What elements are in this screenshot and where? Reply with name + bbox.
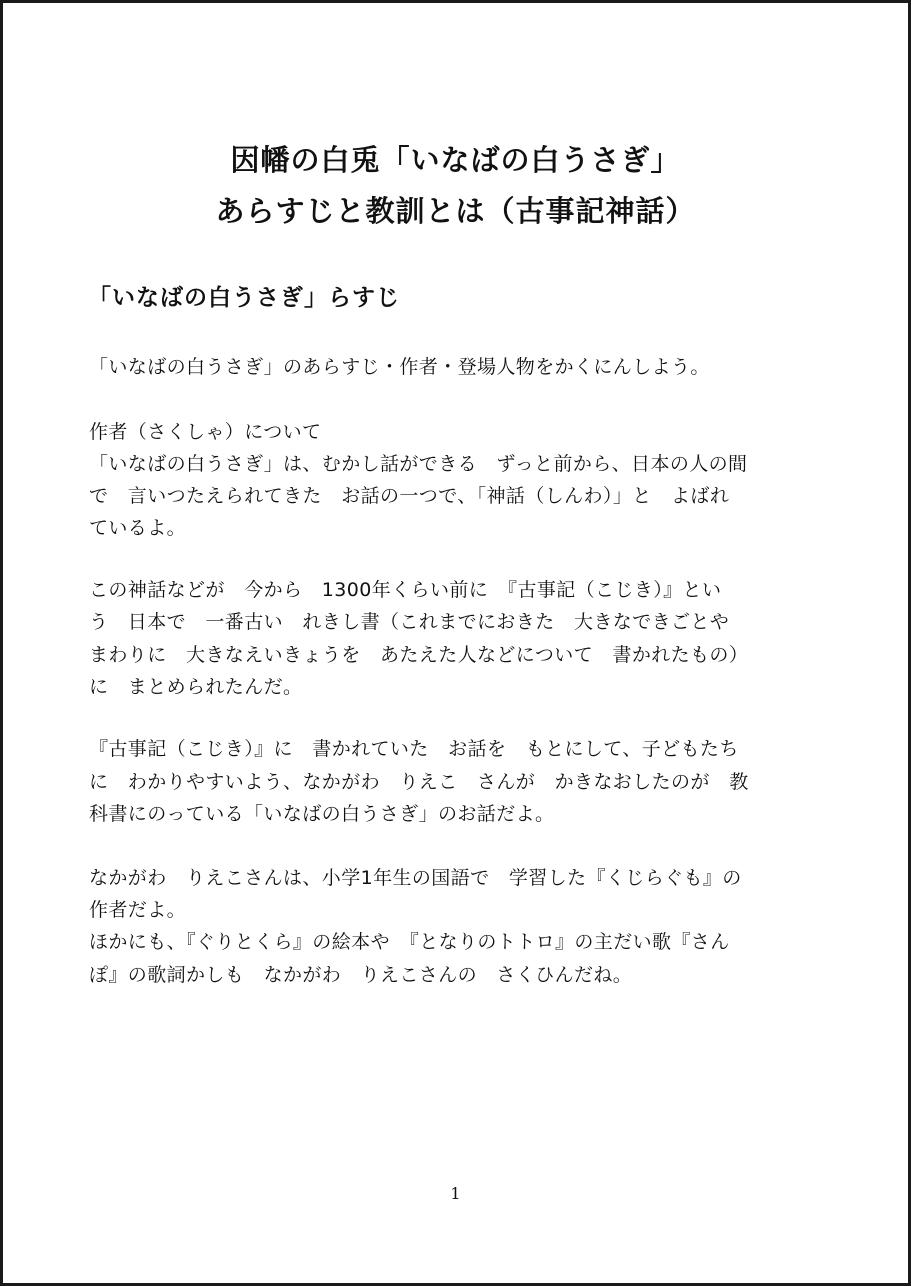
paragraph-line: ぽ』の歌詞かしも なかがわ りえこさんの さくひんだね。 <box>89 964 633 986</box>
paragraph-line: に まとめられたんだ。 <box>89 676 303 698</box>
section-heading: 「いなばの白うさぎ」らすじ <box>88 285 400 311</box>
paragraph-line: 『古事記（こじき）』に 書かれていた お話を もとにして、子どもたち <box>89 738 739 760</box>
paragraph-line: に わかりやすいよう、なかがわ りえこ さんが かきなおしたのが 教 <box>89 771 749 793</box>
paragraph-line: 「いなばの白うさぎ」は、むかし話ができる ずっと前から、日本の人の間 <box>89 453 748 475</box>
page-title-line-1: 因幡の白兎「いなばの白うさぎ」 <box>230 143 681 177</box>
paragraph-line: ほかにも、『ぐりとくら』の絵本や 『となりのトトロ』の主だい歌『さん <box>89 931 730 953</box>
paragraph-line: 科書にのっている「いなばの白うさぎ」のお話だよ。 <box>89 803 555 825</box>
paragraph-line: ているよ。 <box>89 517 187 539</box>
paragraph-line: 作者だよ。 <box>89 899 187 921</box>
paragraph-line: この神話などが 今から 1300年くらい前に 『古事記（こじき）』とい <box>89 579 722 601</box>
intro-line: 「いなばの白うさぎ」のあらすじ・作者・登場人物をかくにんしよう。 <box>89 356 710 378</box>
paragraph-line: なかがわ りえこさんは、小学1年生の国語で 学習した『くじらぐも』の <box>89 867 742 889</box>
paragraph-line: う 日本で 一番古い れきし書（これまでにおきた 大きなできごとや <box>89 611 730 633</box>
page-title-line-2: あらすじと教訓とは（古事記神話） <box>215 194 696 228</box>
page-number: 1 <box>450 1184 461 1203</box>
author-subheading: 作者（さくしゃ）について <box>89 421 322 443</box>
paragraph-line: で 言いつたえられてきた お話の一つで、「神話（しんわ）」と よばれ <box>89 485 730 507</box>
paragraph-line: まわりに 大きなえいきょうを あたえた人などについて 書かれたもの） <box>89 644 749 666</box>
